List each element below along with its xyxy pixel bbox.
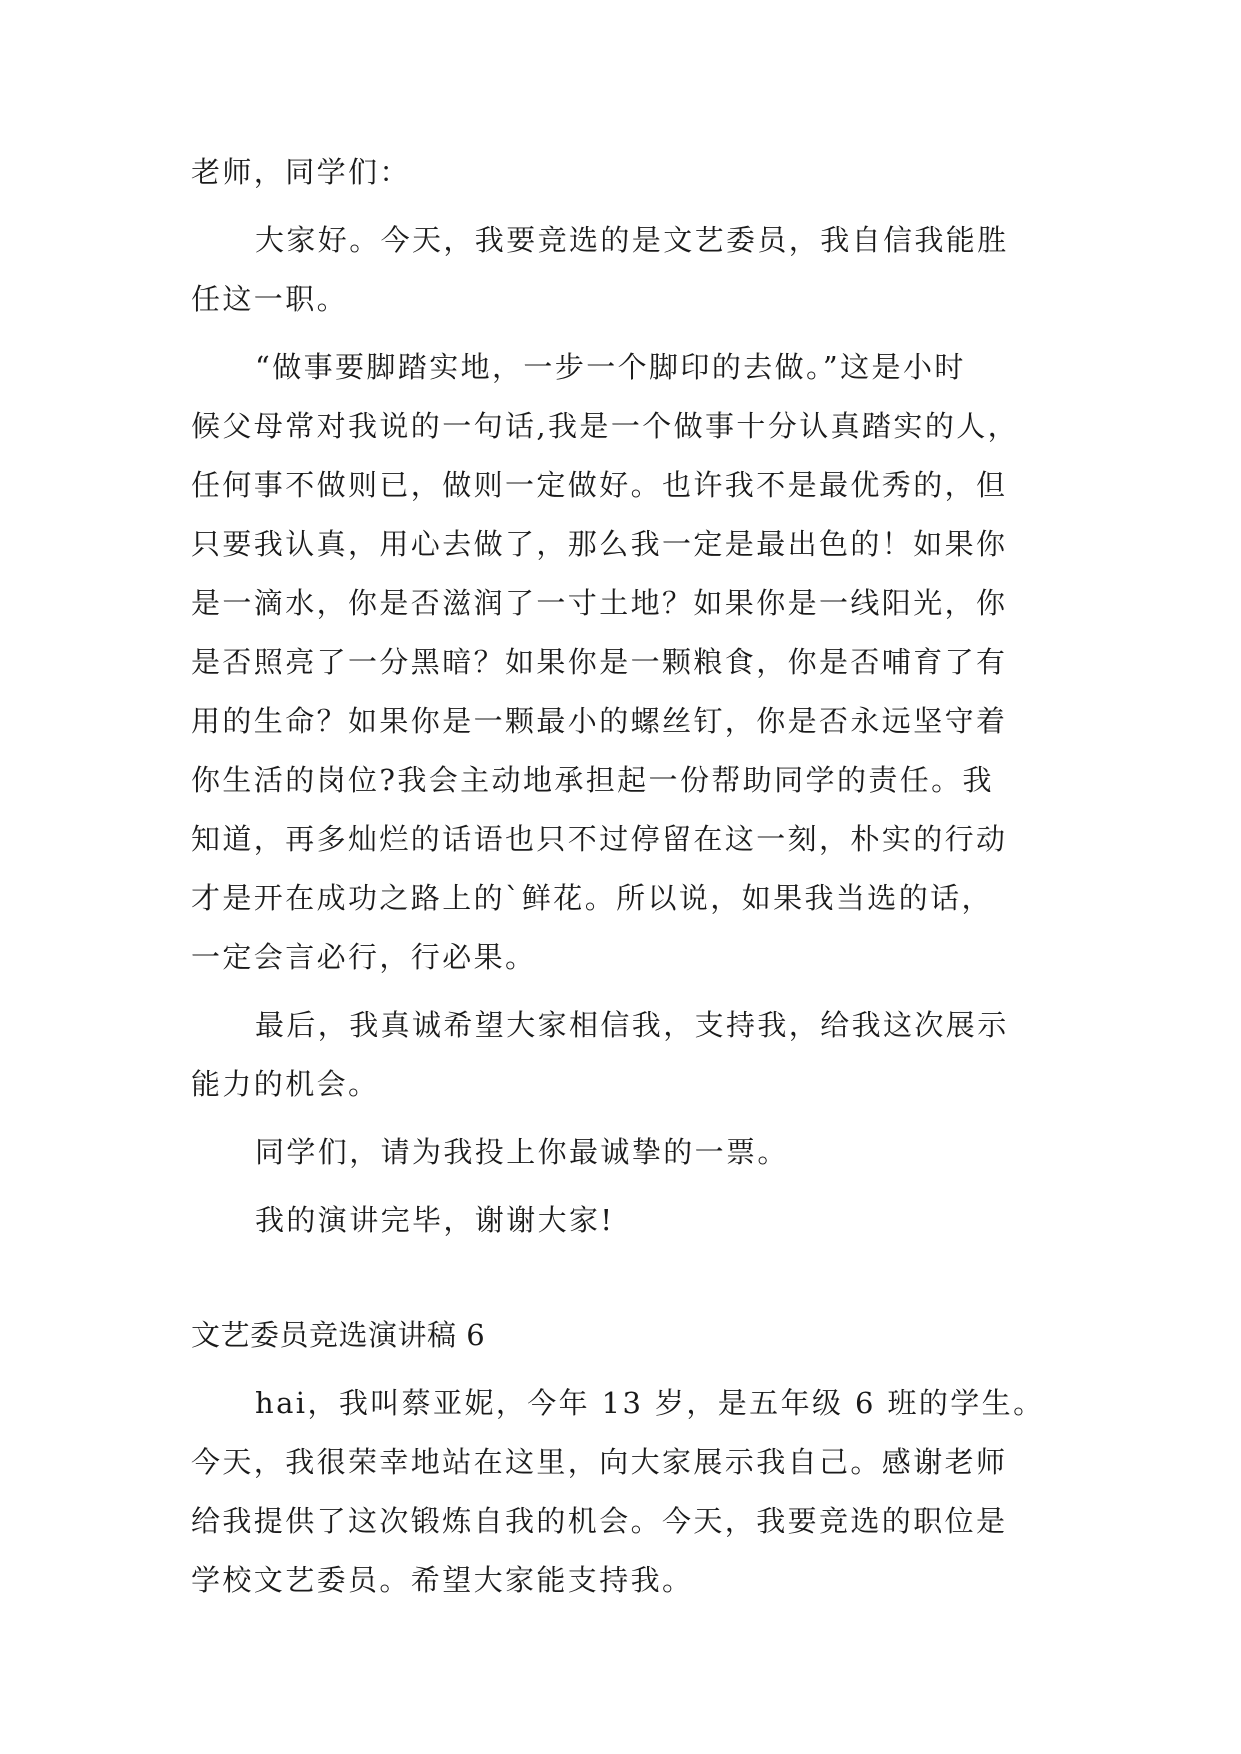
paragraph-line: 知道，再多灿烂的话语也只不过停留在这一刻，朴实的行动 <box>191 822 1008 856</box>
paragraph-line: 你生活的岗位?我会主动地承担起一份帮助同学的责任。我 <box>191 763 994 797</box>
paragraph-line: 用的生命？如果你是一颗最小的螺丝钉，你是否永远坚守着 <box>191 704 1008 738</box>
paragraph-line: 一定会言必行，行必果。 <box>191 940 537 974</box>
paragraph-line: 我的演讲完毕，谢谢大家! <box>255 1203 615 1237</box>
paragraph-line: 大家好。今天，我要竞选的是文艺委员，我自信我能胜 <box>255 223 1009 257</box>
paragraph-line: 候父母常对我说的一句话,我是一个做事十分认真踏实的人， <box>191 409 1020 443</box>
paragraph-line: 任何事不做则已，做则一定做好。也许我不是最优秀的，但 <box>191 468 1008 502</box>
paragraph-line: 学校文艺委员。希望大家能支持我。 <box>191 1563 694 1597</box>
section-title: 文艺委员竞选演讲稿 6 <box>191 1318 486 1352</box>
paragraph-line: 今天，我很荣幸地站在这里，向大家展示我自己。感谢老师 <box>191 1445 1008 1479</box>
paragraph-line: 是一滴水，你是否滋润了一寸土地？如果你是一线阳光，你 <box>191 586 1008 620</box>
paragraph-line: 任这一职。 <box>191 282 349 316</box>
paragraph-line: 才是开在成功之路上的`鲜花。所以说，如果我当选的话， <box>191 881 993 915</box>
paragraph-line: 给我提供了这次锻炼自我的机会。今天，我要竞选的职位是 <box>191 1504 1008 1538</box>
paragraph-line: 是否照亮了一分黑暗？如果你是一颗粮食，你是否哺育了有 <box>191 645 1008 679</box>
paragraph-line: 最后，我真诚希望大家相信我，支持我，给我这次展示 <box>255 1008 1009 1042</box>
paragraph-line: 只要我认真，用心去做了，那么我一定是最出色的！如果你 <box>191 527 1008 561</box>
paragraph-line: “做事要脚踏实地，一步一个脚印的去做。”这是小时 <box>255 350 966 384</box>
paragraph-line: 同学们，请为我投上你最诚挚的一票。 <box>255 1135 789 1169</box>
paragraph-line: 能力的机会。 <box>191 1067 380 1101</box>
salutation: 老师，同学们： <box>191 155 411 189</box>
paragraph-line: hai，我叫蔡亚妮，今年 13 岁，是五年级 6 班的学生。 <box>255 1386 1045 1420</box>
